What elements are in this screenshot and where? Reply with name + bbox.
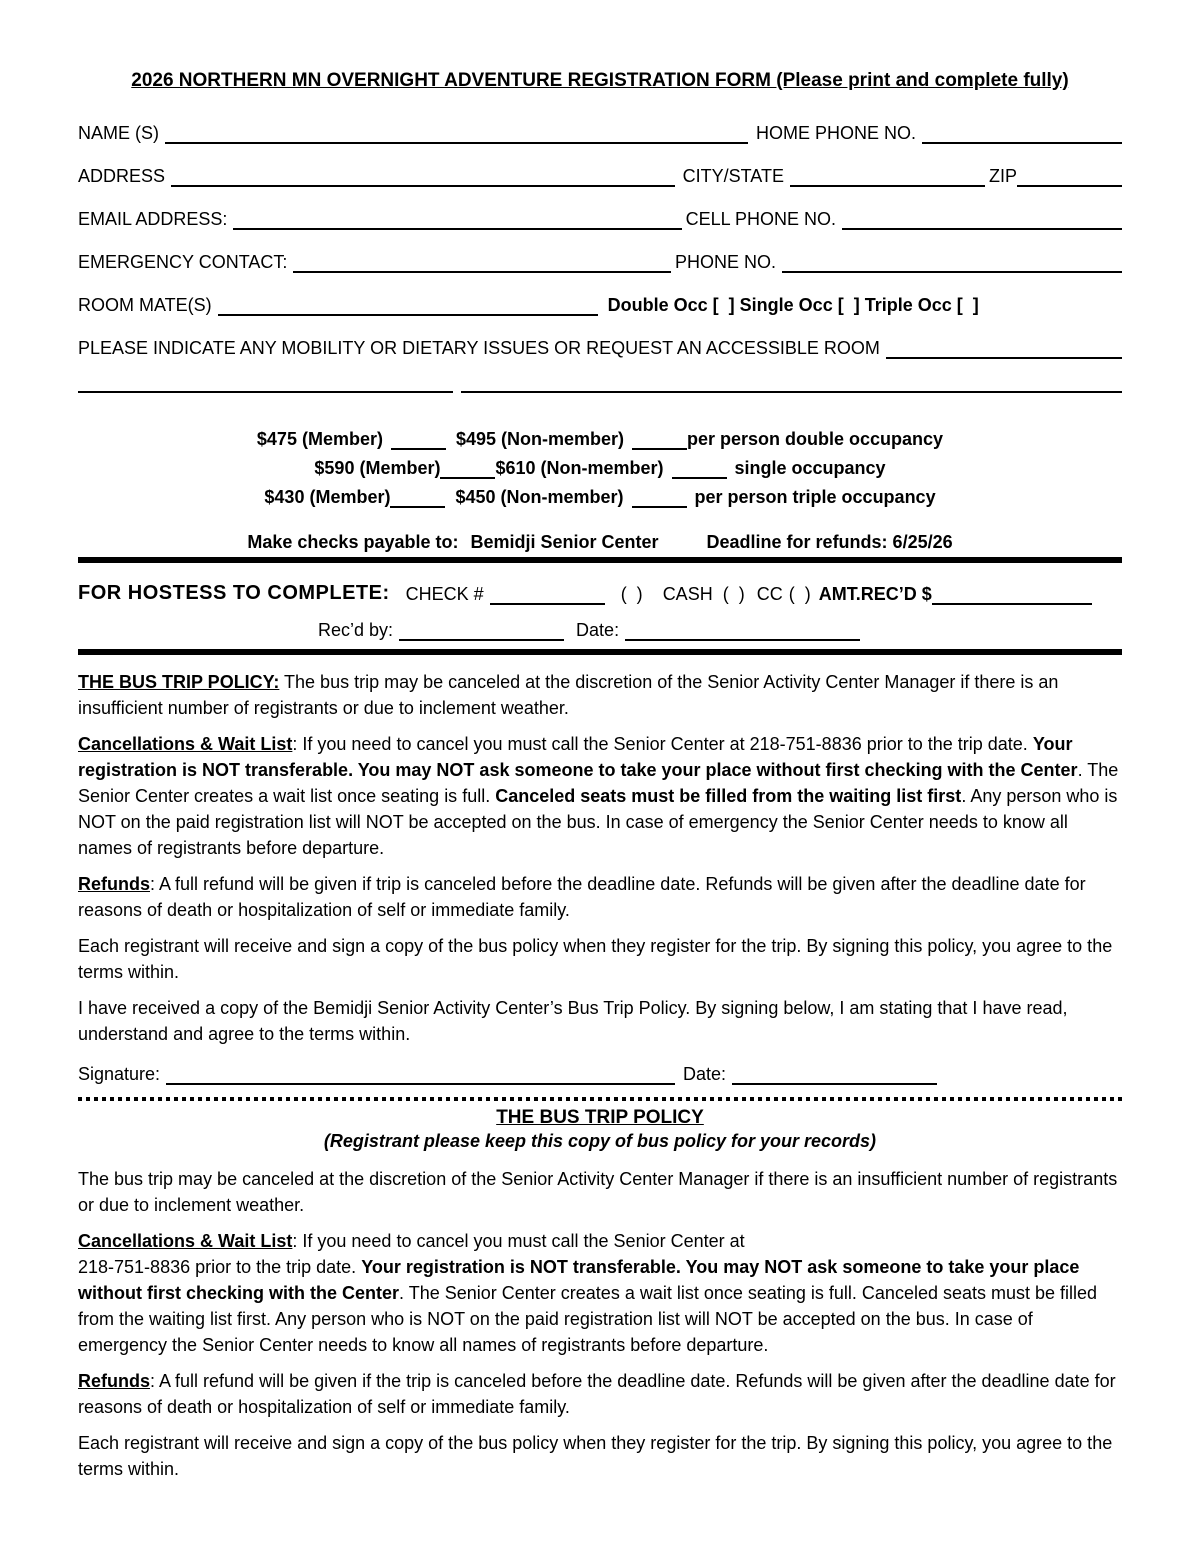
policy-paragraph-refunds: Refunds: A full refund will be given if trip is canceled before the deadline date. Refunds will be given after the deadline date for reasons of death or hospitalization of self or immediate family.	[78, 874, 1086, 920]
zip-line	[1017, 165, 1122, 187]
occupancy-options-label: Double Occ [ ] Single Occ [ ] Triple Occ [ ]	[607, 295, 979, 315]
check-paren: ( )	[620, 584, 643, 604]
price-row-single	[78, 450, 1122, 479]
triple-nonmember-price: $450 (Non-member)	[455, 487, 624, 507]
triple-member-price: $430 (Member)	[264, 487, 391, 507]
form-title: 2026 NORTHERN MN OVERNIGHT ADVENTURE REGISTRATION FORM (Please print and complete fully)	[131, 70, 1069, 91]
recd-date-line	[625, 619, 860, 641]
policy-paragraph-sign-copy: Each registrant will receive and sign a copy of the bus policy when they register for the trip. By signing this policy, you agree to the terms within.	[78, 936, 1113, 982]
phone-no-label: PHONE NO.	[674, 252, 776, 272]
single-nonmember-qty-line	[672, 457, 727, 479]
email-row	[78, 204, 1122, 230]
email-line	[233, 208, 681, 230]
hostess-label: FOR HOSTESS TO COMPLETE:	[78, 582, 390, 604]
cc-paren: ( )	[788, 584, 811, 604]
recd-row	[318, 611, 1122, 641]
signature-line	[166, 1063, 675, 1085]
policy-copy-paragraph-intro: The bus trip may be canceled at the discretion of the Senior Activity Center Manager if there is an insufficient number of registrants or due to inclement weather.	[78, 1169, 1118, 1215]
check-number-line	[490, 583, 605, 605]
mobility-line-2	[78, 371, 453, 393]
roommate-label: ROOM MATE(S)	[78, 295, 212, 315]
zip-label: ZIP	[988, 166, 1017, 186]
triple-member-qty-line	[390, 486, 445, 508]
double-member-price: $475 (Member)	[256, 429, 383, 449]
policy-copy-paragraph-refunds: Refunds: A full refund will be given if the trip is canceled before the deadline date. Refunds will be given after the deadline date for reasons of death or hospitalization of self or immediate family.	[78, 1371, 1116, 1417]
recd-by-label: Rec’d by:	[318, 620, 394, 640]
single-member-qty-line	[440, 457, 495, 479]
home-phone-label: HOME PHONE NO.	[755, 123, 916, 143]
signature-date-line	[732, 1063, 937, 1085]
double-occupancy-desc: per person double occupancy	[687, 429, 944, 449]
signature-date-label: Date:	[682, 1064, 726, 1084]
mobility-row	[78, 333, 1122, 359]
section-rule-bottom	[78, 649, 1122, 655]
emergency-contact-line	[293, 251, 671, 273]
address-line	[171, 165, 675, 187]
refund-deadline: Deadline for refunds: 6/25/26	[706, 532, 953, 552]
policy-paragraph-intro: THE BUS TRIP POLICY: The bus trip may be canceled at the discretion of the Senior Activity Center Manager if there is an insufficient number of registrants or due to inclement weather.	[78, 672, 1059, 718]
single-nonmember-price: $610 (Non-member)	[495, 458, 664, 478]
address-label: ADDRESS	[78, 166, 166, 186]
triple-occupancy-desc: per person triple occupancy	[694, 487, 936, 507]
triple-nonmember-qty-line	[632, 486, 687, 508]
mobility-continuation-row	[78, 365, 1122, 393]
double-nonmember-price: $495 (Non-member)	[455, 429, 625, 449]
cash-label: CASH	[662, 584, 713, 604]
payable-row	[78, 524, 1122, 553]
emergency-contact-label: EMERGENCY CONTACT:	[78, 252, 288, 272]
payable-to: Bemidji Senior Center	[470, 532, 659, 552]
double-member-qty-line	[391, 428, 446, 450]
city-state-line	[790, 165, 985, 187]
payable-label: Make checks payable to:	[247, 532, 459, 552]
home-phone-line	[922, 122, 1122, 144]
mobility-line	[886, 337, 1122, 359]
cc-label: CC	[756, 584, 783, 604]
policy-copy-subheading: (Registrant please keep this copy of bus policy for your records)	[323, 1131, 877, 1151]
email-label: EMAIL ADDRESS:	[78, 209, 228, 229]
phone-no-line	[782, 251, 1122, 273]
amt-recd-line	[932, 583, 1092, 605]
cell-phone-label: CELL PHONE NO.	[685, 209, 836, 229]
address-row	[78, 161, 1122, 187]
signature-label: Signature:	[78, 1064, 161, 1084]
policy-copy-paragraph-cancellations: Cancellations & Wait List: If you need to cancel you must call the Senior Center at 218-751-8836 prior to the trip date. Your registration is NOT transferable. You may NOT ask someone to take your place without first checking with the Center. The Senior Center creates a wait list once seating is full. Canceled seats must be filled from the waiting list first. Any person who is NOT on the paid registration list will NOT be accepted on the bus. In case of emergency the Senior Center needs to know all names of registrants before departure.	[78, 1231, 1098, 1355]
signature-row	[78, 1059, 1122, 1085]
city-state-label: CITY/STATE	[682, 166, 784, 186]
price-row-double	[78, 421, 1122, 450]
single-occupancy-desc: single occupancy	[734, 458, 886, 478]
name-line	[165, 122, 748, 144]
single-member-price: $590 (Member)	[314, 458, 441, 478]
policy-copy-paragraph-sign-copy: Each registrant will receive and sign a copy of the bus policy when they register for the trip. By signing this policy, you agree to the terms within.	[78, 1433, 1113, 1479]
dotted-divider	[78, 1097, 1122, 1101]
check-number-label: CHECK #	[405, 584, 484, 604]
name-label: NAME (S)	[78, 123, 159, 143]
section-rule-top	[78, 557, 1122, 563]
cell-phone-line	[842, 208, 1122, 230]
hostess-row	[78, 575, 1122, 605]
recd-by-line	[399, 619, 564, 641]
recd-date-label: Date:	[576, 620, 620, 640]
price-row-triple	[78, 479, 1122, 508]
mobility-line-3	[461, 371, 1122, 393]
double-nonmember-qty-line	[632, 428, 687, 450]
roommate-line	[218, 294, 598, 316]
policy-copy-heading: THE BUS TRIP POLICY	[496, 1107, 704, 1128]
emergency-row	[78, 247, 1122, 273]
policy-paragraph-acknowledgement: I have received a copy of the Bemidji Senior Activity Center’s Bus Trip Policy. By signing below, I am stating that I have read, understand and agree to the terms within.	[78, 998, 1068, 1044]
cash-paren: ( )	[722, 584, 745, 604]
name-row	[78, 118, 1122, 144]
mobility-label: PLEASE INDICATE ANY MOBILITY OR DIETARY ISSUES OR REQUEST AN ACCESSIBLE ROOM	[78, 338, 880, 358]
roommate-row	[78, 290, 1122, 316]
amt-recd-label: AMT.REC’D $	[818, 584, 932, 604]
policy-paragraph-cancellations: Cancellations & Wait List: If you need to cancel you must call the Senior Center at 218-751-8836 prior to the trip date. Your registration is NOT transferable. You may NOT ask someone to take your place without first checking with the Center. The Senior Center creates a wait list once seating is full. Canceled seats must be filled from the waiting list first. Any person who is NOT on the paid registration list will NOT be accepted on the bus. In case of emergency the Senior Center needs to know all names of registrants before departure.	[78, 734, 1119, 858]
